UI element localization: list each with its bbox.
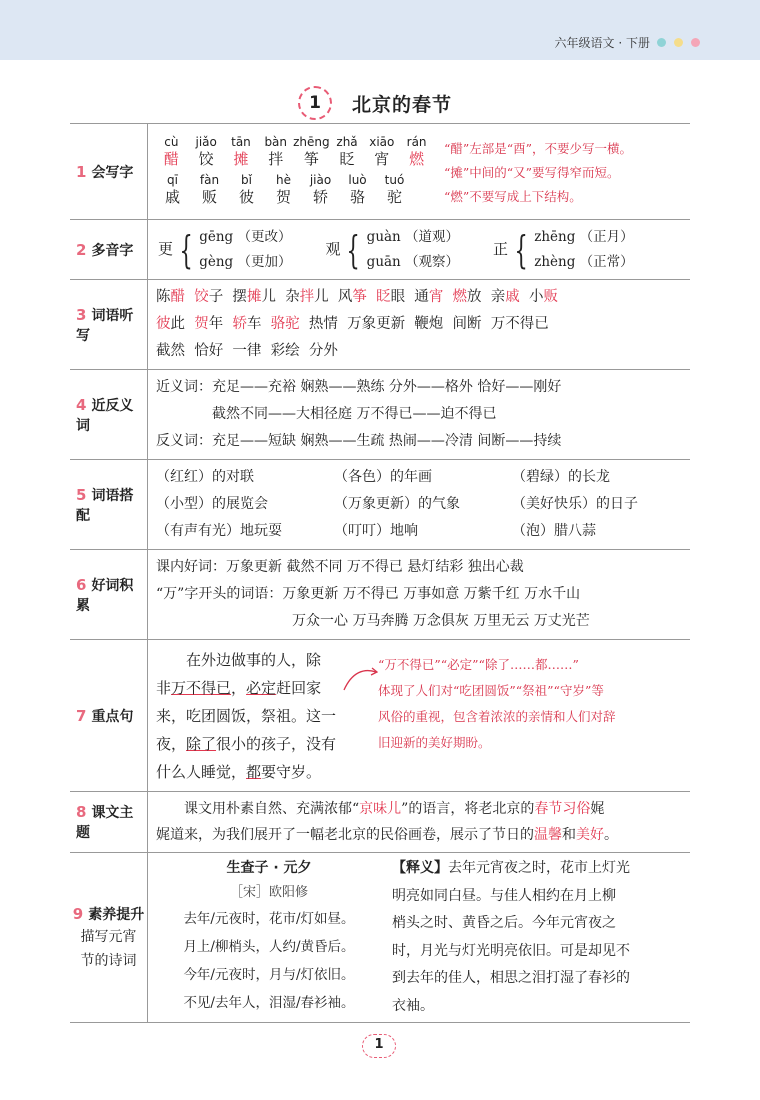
reading: gēng （更改）	[199, 228, 292, 245]
text: 截然 恰好 一律 彩绘 分外	[156, 343, 338, 359]
theme-text	[148, 792, 691, 853]
text	[367, 289, 376, 305]
lesson-number: 1	[298, 86, 332, 120]
poem-title: 生查子 · 元夕	[226, 860, 312, 876]
polyphone-item	[158, 225, 291, 275]
reading: zhēng （正月）	[534, 228, 634, 245]
good-words-line: 课内好词：万象更新 截然不同 万不得已 悬灯结彩 独出心裁	[156, 559, 524, 575]
highlight-text: 贺	[194, 316, 209, 332]
section-label: 4 近反义词	[70, 370, 148, 460]
wan-words-line: “万”字开头的词语：万象更新 万不得已 万事如意 万紫千红 万水千山	[156, 586, 581, 602]
text: 子 摆	[208, 289, 247, 305]
text	[185, 289, 194, 305]
char-cell	[376, 173, 413, 207]
char-cell	[293, 135, 330, 169]
key-sentence	[156, 646, 342, 786]
text: 和	[562, 827, 576, 843]
poem-line: 去年/元夜时，花市/灯如昼。	[183, 911, 355, 927]
dictation-words	[148, 280, 691, 370]
char-row-2	[154, 173, 434, 207]
section-label: 6 好词积累	[70, 550, 148, 640]
hanzi: 宵	[374, 149, 390, 168]
char-cell	[154, 135, 189, 169]
hanzi: 贩	[201, 187, 217, 206]
writing-notes: “醋”左部是“酉”，不要少写一横。 “摊”中间的“又”要写得窄而短。 “燃”不要写成上下结构。	[444, 140, 633, 204]
text: 赶回家	[276, 678, 322, 697]
collocation-item: （美好快乐）的日子	[512, 496, 638, 512]
decor-dot-yellow	[674, 38, 683, 47]
lesson-title: 北京的春节	[352, 94, 453, 116]
dictation-line	[156, 311, 682, 338]
underlined-text: 除了	[186, 734, 217, 753]
highlight-text: 摊	[246, 289, 262, 305]
highlight-text: 温馨	[534, 827, 562, 843]
pinyin: bàn	[264, 134, 288, 149]
pinyin: jiǎo	[195, 134, 217, 149]
brace-icon: {	[179, 227, 193, 272]
char-cell	[224, 135, 259, 169]
row-synonyms-antonyms	[70, 370, 690, 460]
reading: guān （观察）	[366, 253, 460, 270]
row-dictation	[70, 280, 690, 370]
collocation-item: （泡）腊八蒜	[512, 523, 596, 539]
row-good-words	[70, 550, 690, 640]
highlight-text: 燃	[452, 289, 468, 305]
key-sentence-note	[378, 652, 616, 756]
row-polyphones	[70, 220, 690, 280]
pinyin: rán	[406, 134, 427, 149]
highlight-text: 彼	[156, 316, 171, 332]
sentence-line	[156, 758, 342, 786]
page-number: 1	[362, 1034, 396, 1058]
text: 夜，	[156, 734, 187, 753]
pinyin: jiào	[309, 172, 332, 187]
hanzi: 饺	[198, 149, 214, 168]
header-band	[0, 0, 760, 60]
char-cell	[258, 135, 293, 169]
note-line: “万不得已”“必定”“除了……都……”	[378, 656, 579, 672]
collocation-grid	[156, 464, 682, 545]
text: 放 亲	[467, 289, 506, 305]
sentence-line	[156, 730, 342, 758]
collocation-item: （小型）的展览会	[156, 496, 268, 512]
section-label: 5 词语搭配	[70, 460, 148, 550]
decor-dot-teal	[657, 38, 666, 47]
text	[443, 289, 452, 305]
pinyin: tuó	[384, 172, 405, 187]
hanzi: 贺	[275, 187, 291, 206]
brace-icon: {	[514, 227, 528, 272]
highlight-text: 宵	[428, 289, 444, 305]
pinyin: zhēng	[293, 134, 330, 149]
lesson-heading	[0, 84, 760, 120]
poly-char: 观	[325, 240, 341, 258]
hanzi: 摊	[233, 149, 249, 168]
highlight-text: 饺	[194, 289, 209, 305]
section-label: 8 课文主题	[70, 792, 148, 853]
highlight-text: 筝	[352, 289, 367, 305]
section-label: 3 词语听写	[70, 280, 148, 370]
highlight-text: 骆驼	[270, 316, 300, 332]
char-cell	[339, 173, 376, 207]
text: 课文用朴素自然、充满浓郁“	[184, 801, 360, 817]
synonyms-line: 近义词：充足——充裕 娴熟——熟练 分外——格外 恰好——刚好	[156, 379, 562, 395]
text: 儿 风	[314, 289, 353, 305]
pinyin: cù	[164, 134, 179, 149]
text: 儿 杂	[261, 289, 300, 305]
dictation-line	[156, 284, 682, 311]
section-label: 2 多音字	[70, 220, 148, 280]
hanzi: 骆	[349, 187, 365, 206]
underlined-text: 必定	[246, 678, 277, 697]
text: 小	[519, 289, 544, 305]
pinyin: qī	[167, 172, 178, 187]
text: 陈	[156, 289, 171, 305]
pinyin: luò	[348, 172, 367, 187]
char-cell	[330, 135, 365, 169]
text: 年	[208, 316, 233, 332]
text: 眼 通	[390, 289, 429, 305]
annotation-arrow-icon	[342, 662, 378, 702]
reading: zhèng （正常）	[534, 253, 634, 270]
row-poem	[70, 853, 690, 1023]
row-key-sentence	[70, 640, 690, 792]
reading: guàn （道观）	[366, 228, 460, 245]
row-writing-characters	[70, 124, 690, 220]
underlined-text: 都	[246, 762, 262, 781]
poem-explanation: 【释义】去年元宵夜之时，花市上灯光 明亮如同白昼。与佳人相约在月上柳 梢头之时、黄昏之后。今年元宵夜之 时，月光与灯光明亮依旧。可是却见不 到去年的佳人，相思之泪打湿了春衫的 衣袖。	[392, 860, 630, 1014]
pinyin: hè	[276, 172, 291, 187]
highlight-text: 眨	[376, 289, 391, 305]
hanzi: 戚	[164, 187, 180, 206]
pinyin: fàn	[199, 172, 220, 187]
hanzi: 轿	[312, 187, 328, 206]
hanzi: 拌	[268, 149, 284, 168]
highlight-text: 戚	[505, 289, 520, 305]
text: ”的语言，将老北京的	[401, 801, 535, 817]
note-line: 体现了人们对“吃团圆饭”“祭祖”“守岁”等	[378, 682, 604, 698]
book-title: 六年级语文 · 下册	[554, 36, 650, 50]
text: 要守岁。	[261, 762, 322, 781]
highlight-text: 春节习俗	[534, 801, 591, 817]
highlight-text: 轿	[232, 316, 247, 332]
poem-line: 不见/去年人，泪湿/春衫袖。	[183, 995, 355, 1011]
decor-dot-pink	[691, 38, 700, 47]
poem-line: 今年/元夜时，月与/灯依旧。	[183, 967, 355, 983]
collocation-item: （各色）的年画	[334, 469, 432, 485]
synonyms-line-2: 截然不同——大相径庭 万不得已——迫不得已	[212, 406, 497, 422]
poem-author: ［宋］欧阳修	[229, 885, 308, 900]
text: 娓	[590, 801, 605, 817]
char-cell	[191, 173, 228, 207]
sentence-line	[156, 674, 342, 702]
highlight-text: 贩	[543, 289, 558, 305]
section-label: 7 重点句	[70, 640, 148, 792]
highlight-text: 京味儿	[359, 801, 402, 817]
hanzi: 驼	[386, 187, 402, 206]
section-label: 9 素养提升 描写元宵 节的诗词	[70, 853, 148, 1023]
collocation-item: （叮叮）地响	[334, 523, 418, 539]
poem	[156, 855, 382, 1020]
collocation-item: （有声有光）地玩耍	[156, 523, 282, 539]
hanzi: 眨	[339, 149, 355, 168]
polyphone-item	[493, 225, 634, 275]
row-collocations	[70, 460, 690, 550]
sentence-line	[156, 702, 342, 730]
collocation-item: （红红）的对联	[156, 469, 254, 485]
collocation-item: （万象更新）的气象	[334, 496, 460, 512]
study-table	[70, 123, 690, 1023]
polyphone-list	[158, 225, 680, 275]
char-cell	[302, 173, 339, 207]
pinyin: xiāo	[369, 134, 395, 149]
polyphone-item	[325, 225, 459, 275]
sentence-line	[156, 646, 342, 674]
hanzi: 燃	[409, 149, 425, 168]
highlight-text: 美好	[576, 827, 604, 843]
note-line: 风俗的重视，包含着浓浓的亲情和人们对辞	[378, 708, 616, 724]
text: ，	[231, 678, 247, 697]
hanzi: 醋	[163, 149, 179, 168]
highlight-text: 醋	[170, 289, 185, 305]
note-line: 旧迎新的美好期盼。	[378, 734, 491, 750]
text: 。	[604, 827, 618, 843]
text: 车	[246, 316, 271, 332]
char-cell	[189, 135, 224, 169]
char-cell	[399, 135, 434, 169]
row-theme	[70, 792, 690, 853]
char-row-1	[154, 135, 434, 169]
text: 很小的孩子，没有	[216, 734, 337, 753]
hanzi: 筝	[303, 149, 319, 168]
text: 什么人睡觉，	[156, 762, 247, 781]
text: 娓道来，为我们展开了一幅老北京的民俗画卷，展示了节日的	[156, 827, 534, 843]
char-cell	[228, 173, 265, 207]
pinyin: zhǎ	[336, 134, 358, 149]
poem-line: 月上/柳梢头，人约/黄昏后。	[183, 939, 355, 955]
reading: gèng （更加）	[199, 253, 292, 270]
char-cell	[364, 135, 399, 169]
hanzi: 彼	[238, 187, 254, 206]
dictation-line	[156, 338, 682, 365]
wan-words-line-2: 万众一心 万马奔腾 万念俱灰 万里无云 万丈光芒	[292, 613, 590, 629]
antonyms-line: 反义词：充足——短缺 娴熟——生疏 热闹——冷清 间断——持续	[156, 433, 562, 449]
highlight-text: 拌	[299, 289, 315, 305]
collocation-item: （碧绿）的长龙	[512, 469, 610, 485]
text: 非	[156, 678, 172, 697]
char-cell	[265, 173, 302, 207]
brace-icon: {	[346, 227, 361, 272]
text: 热情 万象更新 鞭炮 间断 万不得已	[299, 316, 549, 332]
poly-char: 更	[158, 240, 174, 258]
text: 此	[170, 316, 195, 332]
text: 在外边做事的人，除	[186, 650, 322, 669]
poly-char: 正	[493, 240, 509, 258]
text: 来，吃团圆饭，祭祖。这一	[156, 706, 337, 725]
pinyin: bǐ	[241, 172, 252, 187]
underlined-text: 万不得已	[171, 678, 232, 697]
pinyin: tān	[231, 134, 251, 149]
char-cell	[154, 173, 191, 207]
section-label: 1 会写字	[70, 124, 148, 220]
